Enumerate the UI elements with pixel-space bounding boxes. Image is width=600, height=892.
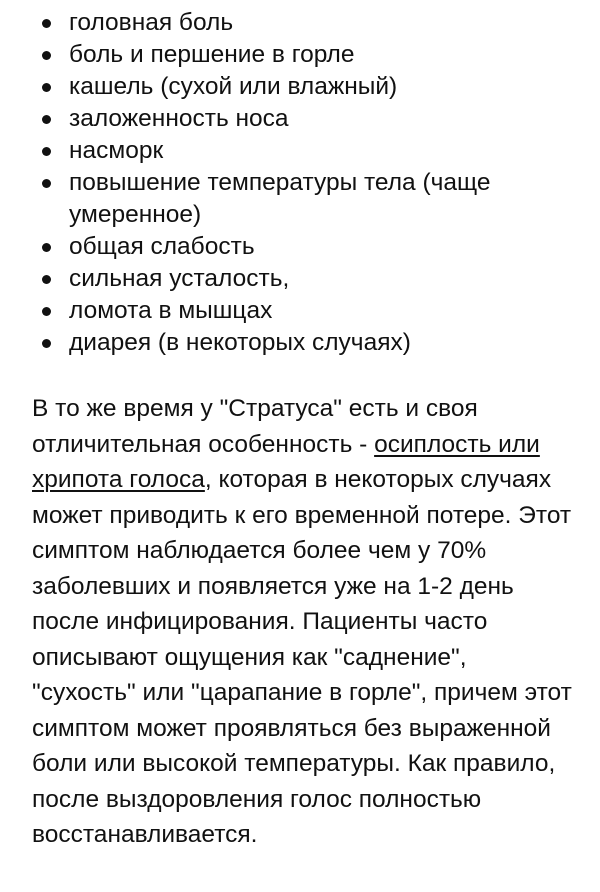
symptom-text: боль и першение в горле [69,41,355,68]
bullet-icon [42,307,51,316]
paragraph-text-start: В то же время у "Стратуса" есть и своя отличительная особенность - [32,395,478,458]
list-item [0,263,600,295]
list-item [0,295,600,327]
symptom-text: диарея (в некоторых случаях) [69,329,411,356]
bullet-icon [42,275,51,284]
symptom-text: кашель (сухой или влажный) [69,73,398,100]
bullet-icon [42,83,51,92]
bullet-icon [42,19,51,28]
list-item [0,167,600,231]
bullet-icon [42,339,51,348]
bullet-icon [42,147,51,156]
symptom-text: заложенность носа [69,105,289,132]
list-item [0,103,600,135]
symptom-text: головная боль [69,9,234,36]
list-item [0,135,600,167]
symptom-text: сильная усталость, [69,265,290,292]
list-item [0,71,600,103]
hoarseness-link[interactable]: осиплость или хрипота голоса [32,430,540,493]
list-item [0,231,600,263]
symptom-text: общая слабость [69,233,255,260]
body-paragraph [32,391,577,853]
symptom-text: ломота в мышцах [69,297,273,324]
symptom-text: повышение температуры тела (чаще умеренное) [69,169,491,228]
bullet-icon [42,51,51,60]
symptom-list [0,7,600,359]
bullet-icon [42,179,51,188]
list-item [0,39,600,71]
bullet-icon [42,115,51,124]
list-item [0,327,600,359]
symptom-text: насморк [69,137,164,164]
bullet-icon [42,243,51,252]
paragraph-text-end: , которая в некоторых случаях может приводить к его временной потере. Этот симптом наблюдается более чем у 70% заболевших и появляется уже на 1-2 день после инфицирования. Пациенты часто описывают ощущения как "саднение", "сухость" или "царапание в горле", причем этот симптом может проявляться без выраженной боли или высокой температуры. Как правило, после выздоровления голос полностью восстанавливается. [32,466,572,848]
list-item [0,7,600,39]
